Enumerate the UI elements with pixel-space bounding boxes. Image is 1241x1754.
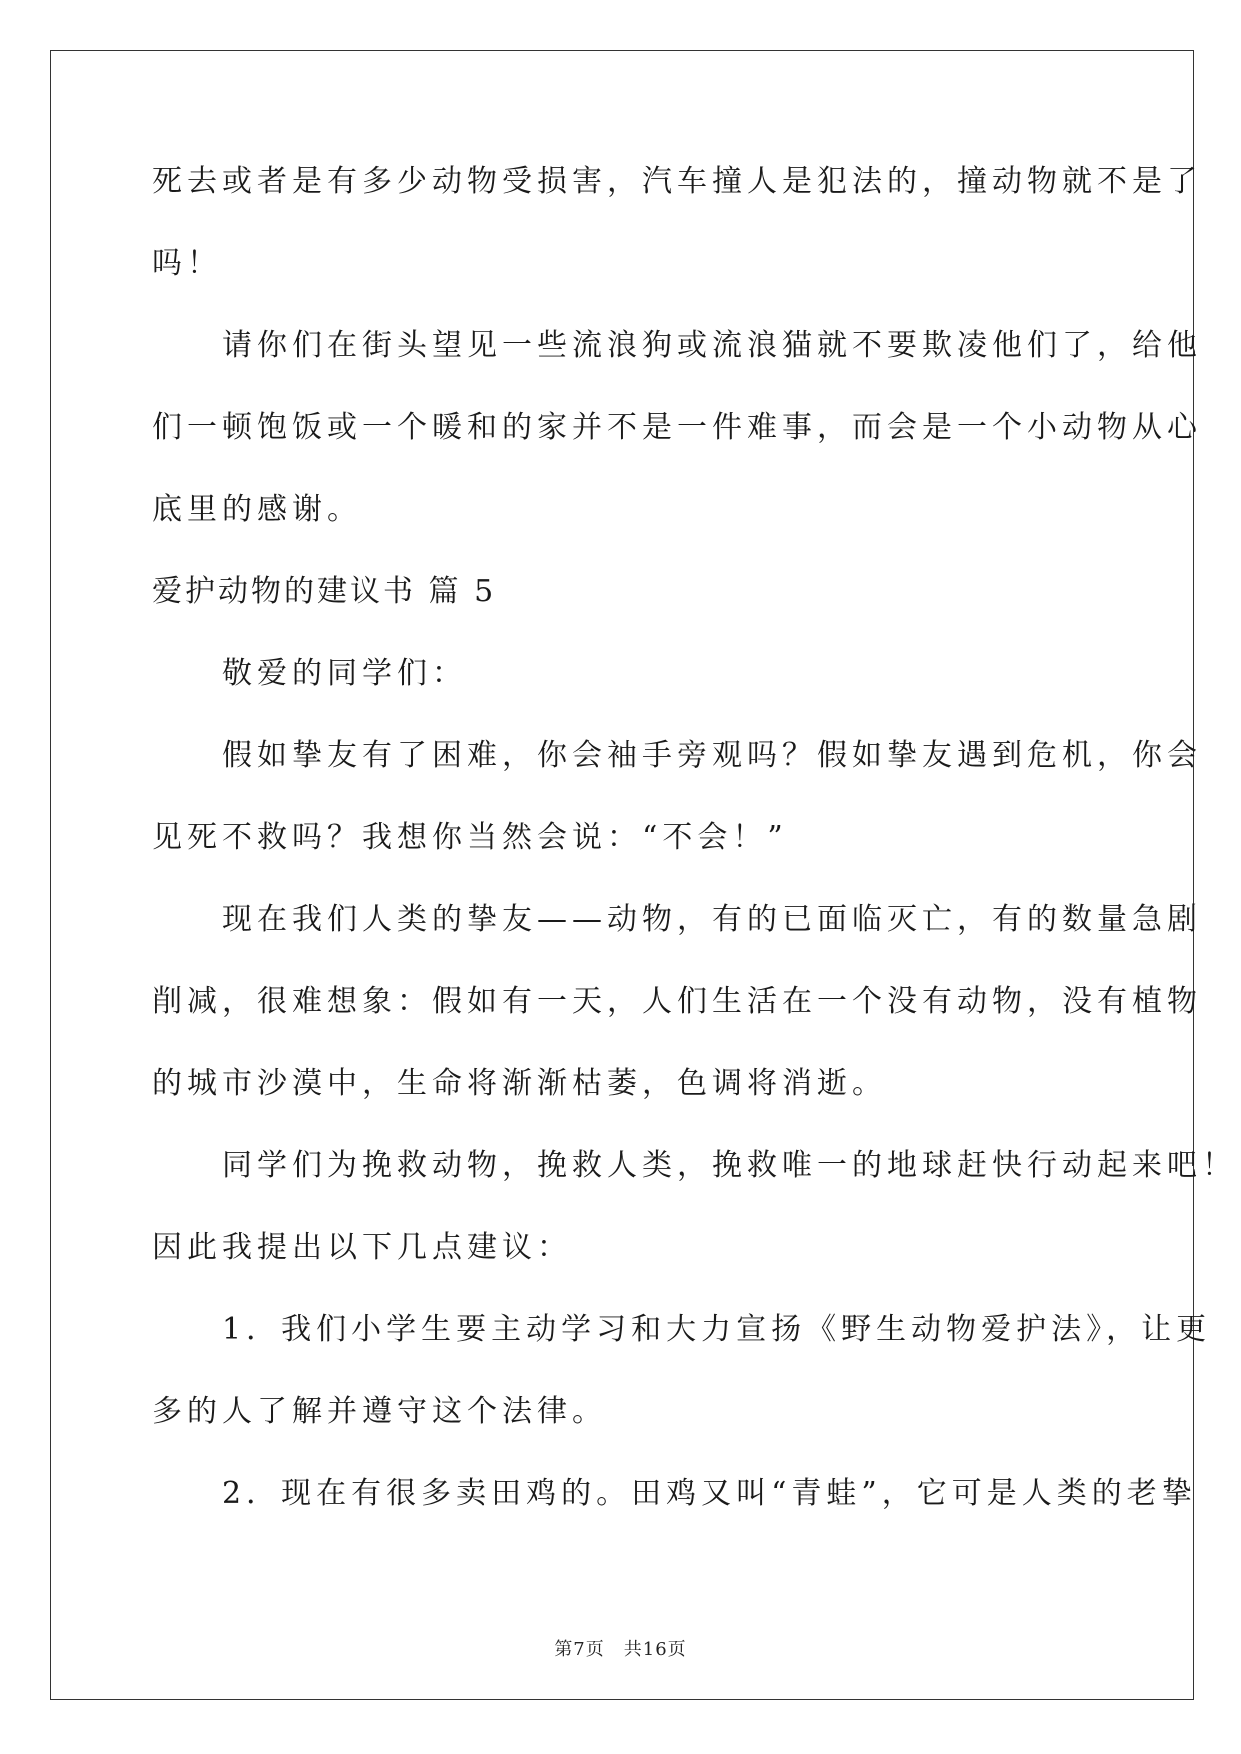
text-line: 底里的感谢。 [152,492,362,527]
document-body [152,160,1237,1554]
text-line: 2．现在有很多卖田鸡的。田鸡又叫“青蛙”，它可是人类的老挚 [152,1476,1197,1511]
text-line: 死去或者是有多少动物受损害，汽车撞人是犯法的，撞动物就不是了 [152,164,1202,199]
page-number: 第7页 共16页 [554,1639,687,1660]
text-line: 削减，很难想象：假如有一天，人们生活在一个没有动物，没有植物 [152,984,1202,1019]
text-line: 见死不救吗？我想你当然会说：“不会！” [152,820,788,855]
text-line: 1．我们小学生要主动学习和大力宣扬《野生动物爱护法》，让更 [152,1312,1212,1347]
text-line: 多的人了解并遵守这个法律。 [152,1394,607,1429]
text-line: 敬爱的同学们： [152,656,467,691]
text-line: 们一顿饱饭或一个暖和的家并不是一件难事，而会是一个小动物从心 [152,410,1202,445]
text-line: 请你们在街头望见一些流浪狗或流浪猫就不要欺凌他们了，给他 [152,328,1202,363]
text-line: 吗！ [152,246,222,281]
text-line: 的城市沙漠中，生命将渐渐枯萎，色调将消逝。 [152,1066,887,1101]
section-heading: 爱护动物的建议书 篇 5 [152,574,497,609]
text-line: 因此我提出以下几点建议： [152,1230,572,1265]
text-line: 同学们为挽救动物，挽救人类，挽救唯一的地球赶快行动起来吧！ [152,1148,1237,1183]
text-line: 现在我们人类的挚友——动物，有的已面临灭亡，有的数量急剧 [152,902,1202,937]
text-line: 假如挚友有了困难，你会袖手旁观吗？假如挚友遇到危机，你会 [152,738,1202,773]
